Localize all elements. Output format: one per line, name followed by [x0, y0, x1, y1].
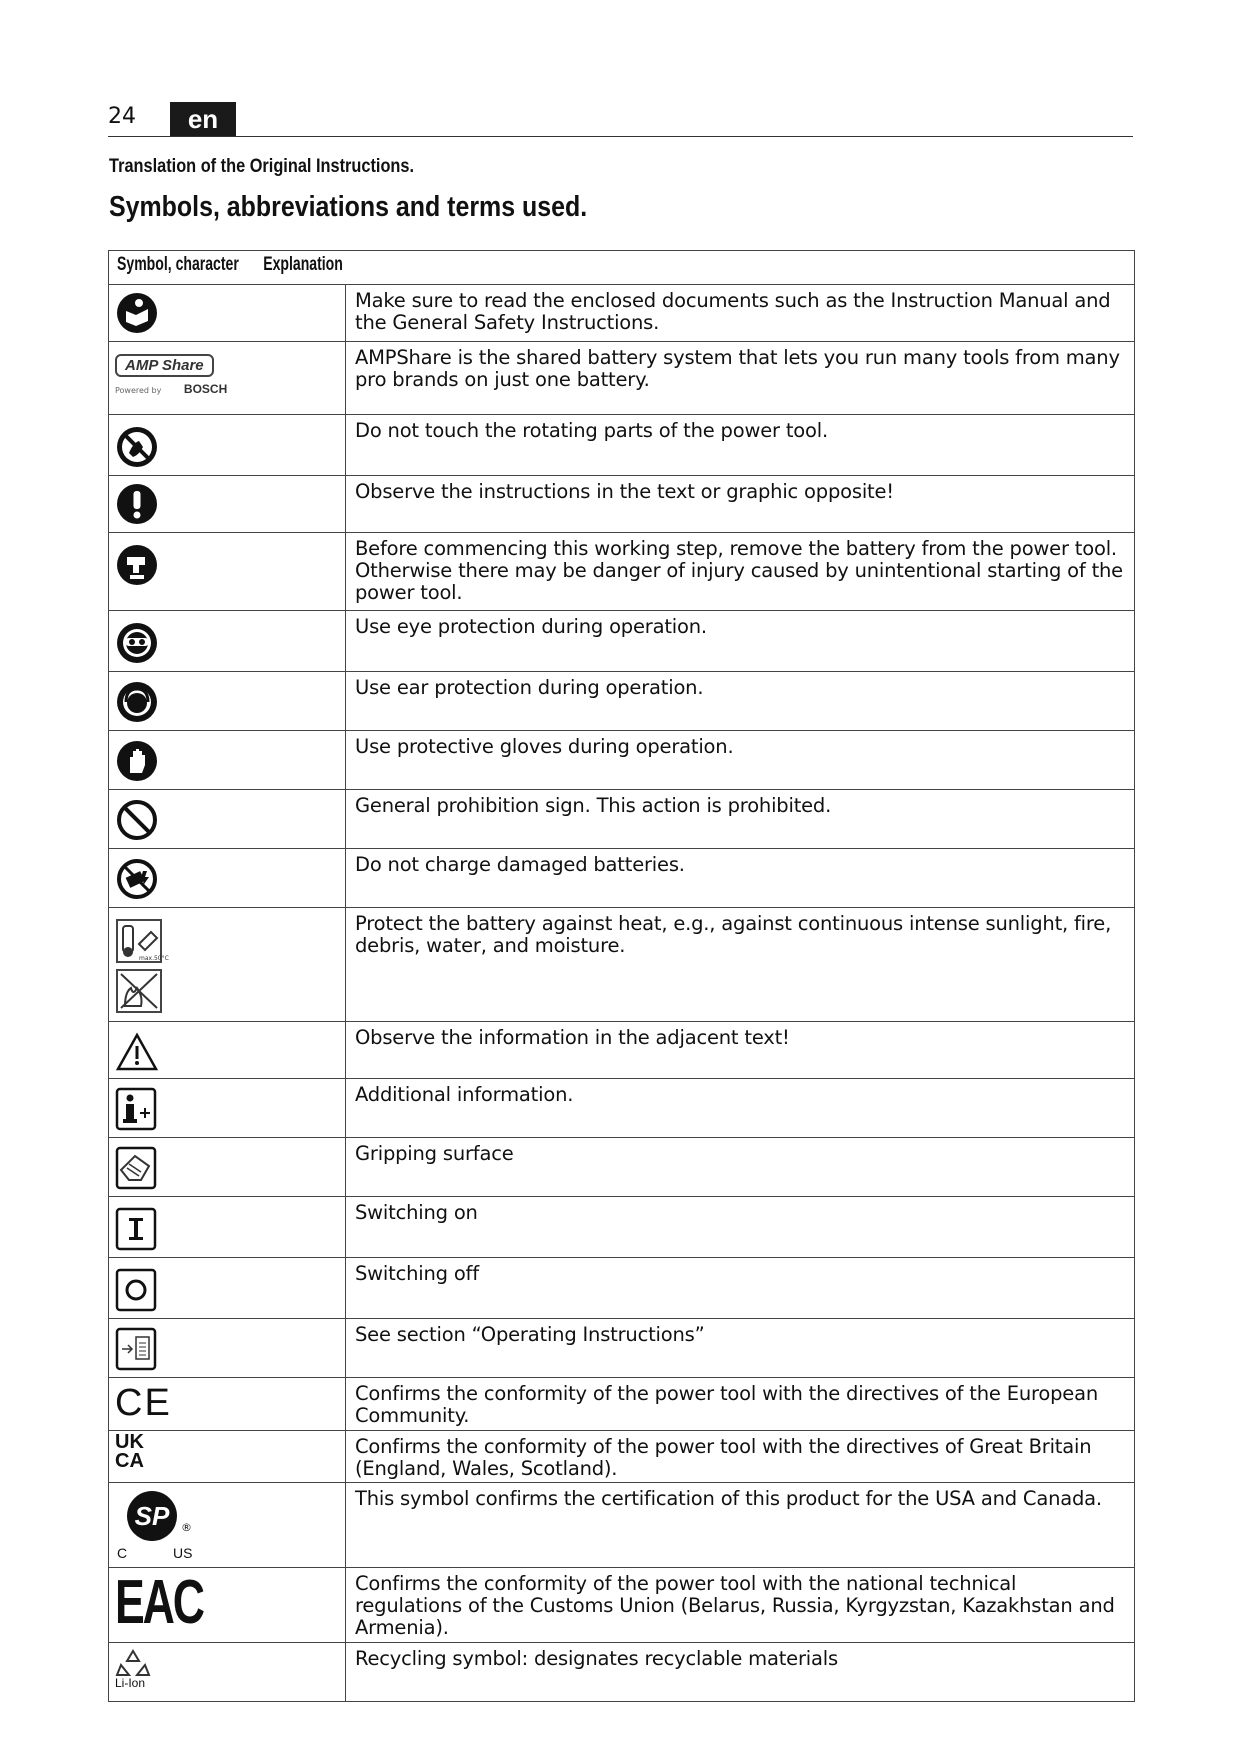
csa-logo: SP: [127, 1491, 177, 1541]
prohibition-icon: [115, 798, 159, 842]
table-row: [109, 672, 1135, 731]
row-explanation: Observe the information in the adjacent text!: [346, 1022, 1135, 1079]
table-row: [109, 476, 1135, 533]
table-row: [109, 1022, 1135, 1079]
col-symbol-header: Symbol, character: [117, 254, 239, 275]
eac-mark-icon: EAC: [115, 1568, 203, 1637]
csa-registered: ®: [181, 1521, 192, 1534]
header-rule: [108, 136, 1133, 137]
row-explanation: Protect the battery against heat, e.g., against continuous intense sunlight, fire, debris, water, and moisture.: [346, 908, 1135, 1022]
table-row: [109, 342, 1135, 415]
row-explanation: Use protective gloves during operation.: [346, 731, 1135, 790]
gripping-surface-icon: [115, 1146, 157, 1190]
table-row: [109, 1483, 1135, 1568]
row-explanation: Make sure to read the enclosed documents such as the Instruction Manual and the General Safety Instructions.: [346, 285, 1135, 342]
row-explanation: Use eye protection during operation.: [346, 611, 1135, 672]
row-explanation: This symbol confirms the certification of this product for the USA and Canada.: [346, 1483, 1135, 1568]
temp-label: max.50°C: [139, 955, 169, 962]
row-explanation: General prohibition sign. This action is prohibited.: [346, 790, 1135, 849]
battery-heat-protection-icon: [115, 918, 169, 1014]
table-row: [109, 415, 1135, 476]
table-row: [109, 1138, 1135, 1197]
warning-triangle-icon: [115, 1032, 159, 1072]
table-row: [109, 533, 1135, 611]
bosch-brand: BOSCH: [183, 382, 228, 396]
section-title: Symbols, abbreviations and terms used.: [109, 191, 588, 223]
table-row: [109, 1319, 1135, 1378]
table-row: [109, 1079, 1135, 1138]
symbols-table: [108, 250, 1135, 1702]
row-explanation: AMPShare is the shared battery system that lets you run many tools from many pro brands on just one battery.: [346, 342, 1135, 415]
table-row: [109, 611, 1135, 672]
eye-protection-icon: [115, 621, 159, 665]
ukca-mark-icon: [115, 1433, 339, 1471]
table-row: [109, 908, 1135, 1022]
csa-us-label: US: [173, 1545, 193, 1561]
row-explanation: Use ear protection during operation.: [346, 672, 1135, 731]
ampshare-logo-text: AMP Share: [115, 354, 214, 377]
row-explanation: Confirms the conformity of the power tool with the directives of the European Community.: [346, 1378, 1135, 1431]
exclamation-icon: [115, 482, 159, 526]
row-explanation: Observe the instructions in the text or graphic opposite!: [346, 476, 1135, 533]
ukca-top: UK: [115, 1431, 144, 1453]
powered-by-label: Powered by: [115, 386, 162, 395]
page-number: 24: [108, 104, 136, 129]
table-row: [109, 849, 1135, 908]
row-explanation: Switching on: [346, 1197, 1135, 1258]
additional-info-icon: [115, 1087, 157, 1131]
row-explanation: Switching off: [346, 1258, 1135, 1319]
no-touch-rotating-parts-icon: [115, 425, 159, 469]
row-explanation: Confirms the conformity of the power tool with the directives of Great Britain (England, Wales, Scotland).: [346, 1431, 1135, 1483]
remove-battery-icon: [115, 543, 159, 587]
row-explanation: Do not touch the rotating parts of the power tool.: [346, 415, 1135, 476]
table-row: [109, 1568, 1135, 1643]
table-row: [109, 1258, 1135, 1319]
row-explanation: Do not charge damaged batteries.: [346, 849, 1135, 908]
table-header-row: [109, 251, 1135, 285]
row-explanation: Confirms the conformity of the power tool with the national technical regulations of the Customs Union (Belarus, Russia, Kyrgyzstan, Kazakhstan and Armenia).: [346, 1568, 1135, 1643]
language-badge: en: [170, 102, 236, 136]
csa-c-label: C: [117, 1545, 128, 1561]
row-explanation: Gripping surface: [346, 1138, 1135, 1197]
ukca-bottom: CA: [115, 1450, 144, 1472]
table-row: [109, 285, 1135, 342]
switch-off-icon: [115, 1268, 157, 1312]
ampshare-logo-icon: [115, 354, 339, 396]
ear-protection-icon: [115, 680, 159, 724]
gloves-icon: [115, 739, 159, 783]
col-explanation-header: Explanation: [263, 254, 343, 275]
table-row: [109, 790, 1135, 849]
no-charge-damaged-battery-icon: [115, 857, 159, 901]
document-subtitle: Translation of the Original Instructions.: [109, 156, 415, 177]
ce-mark-icon: CE: [115, 1382, 172, 1424]
read-manual-icon: [115, 291, 159, 335]
row-explanation: Before commencing this working step, remove the battery from the power tool. Otherwise there may be danger of injury caused by unintentional starting of the power tool.: [346, 533, 1135, 611]
table-header: [109, 251, 1135, 285]
table-row: [109, 1197, 1135, 1258]
recycling-arrows-icon: [115, 1649, 151, 1677]
li-ion-label: Li-Ion: [115, 1676, 146, 1690]
table-row: [109, 1431, 1135, 1483]
table-row: [109, 1378, 1135, 1431]
csa-mark-icon: [115, 1489, 205, 1561]
table-row: [109, 1643, 1135, 1702]
recycling-icon: [115, 1649, 339, 1690]
table-row: [109, 731, 1135, 790]
see-section-icon: [115, 1327, 157, 1371]
switch-on-icon: [115, 1207, 157, 1251]
row-explanation: See section “Operating Instructions”: [346, 1319, 1135, 1378]
row-explanation: Additional information.: [346, 1079, 1135, 1138]
row-explanation: Recycling symbol: designates recyclable materials: [346, 1643, 1135, 1702]
